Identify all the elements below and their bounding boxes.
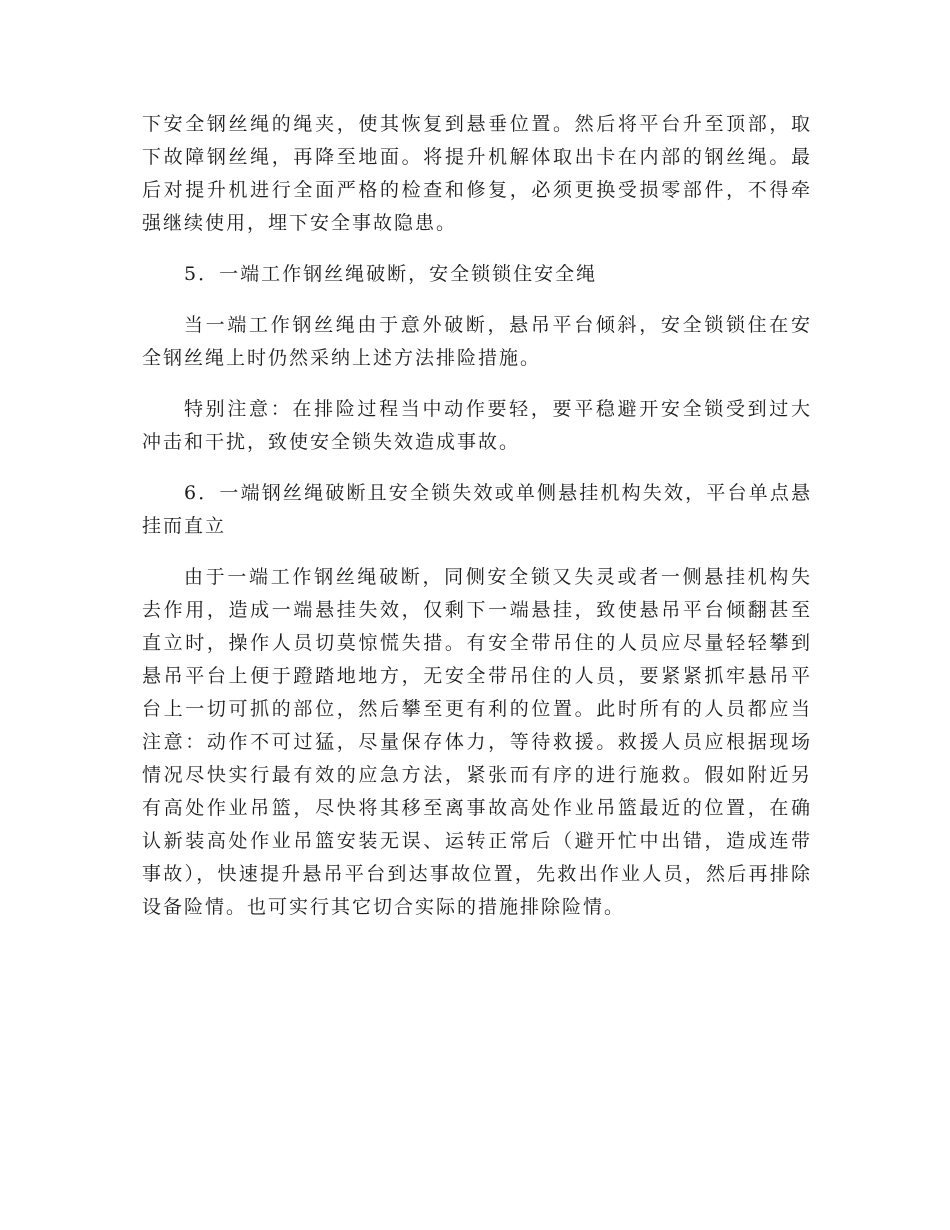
section-heading-5: 5．一端工作钢丝绳破断，安全锁锁住安全绳 [184, 263, 598, 285]
section-heading-6: 6．一端钢丝绳破断且安全锁失效或单侧悬挂机构失效，平台单点悬挂而直立 [142, 482, 812, 537]
paragraph-continuation: 下安全钢丝绳的绳夹，使其恢复到悬垂位置。然后将平台升至顶部，取下故障钢丝绳，再降至地面。将提升机解体取出卡在内部的钢丝绳。最后对提升机进行全面严格的检查和修复，必须更换受损零部件，不得牵强继续使用，埋下安全事故隐患。 [142, 113, 812, 234]
document-body [142, 108, 812, 924]
paragraph-special-note: 特别注意：在排险过程当中动作要轻，要平稳避开安全锁受到过大冲击和干扰，致使安全锁失效造成事故。 [142, 398, 812, 453]
paragraph-section-6: 由于一端工作钢丝绳破断，同侧安全锁又失灵或者一侧悬挂机构失去作用，造成一端悬挂失效，仅剩下一端悬挂，致使悬吊平台倾翻甚至直立时，操作人员切莫惊慌失措。有安全带吊住的人员应尽量轻轻攀到悬吊平台上便于蹬踏地地方，无安全带吊住的人员，要紧紧抓牢悬吊平台上一切可抓的部位，然后攀至更有利的位置。此时所有的人员都应当注意：动作不可过猛，尽量保存体力，等待救援。救援人员应根据现场情况尽快实行最有效的应急方法，紧张而有序的进行施救。假如附近另有高处作业吊篮，尽快将其移至离事故高处作业吊篮最近的位置，在确认新装高处作业吊篮安装无误、运转正常后（避开忙中出错，造成连带事故），快速提升悬吊平台到达事故位置，先救出作业人员，然后再排除设备险情。也可实行其它切合实际的措施排除险情。 [142, 566, 812, 918]
paragraph-section-5: 当一端工作钢丝绳由于意外破断，悬吊平台倾斜，安全锁锁住在安全钢丝绳上时仍然采纳上述方法排险措施。 [142, 314, 812, 369]
